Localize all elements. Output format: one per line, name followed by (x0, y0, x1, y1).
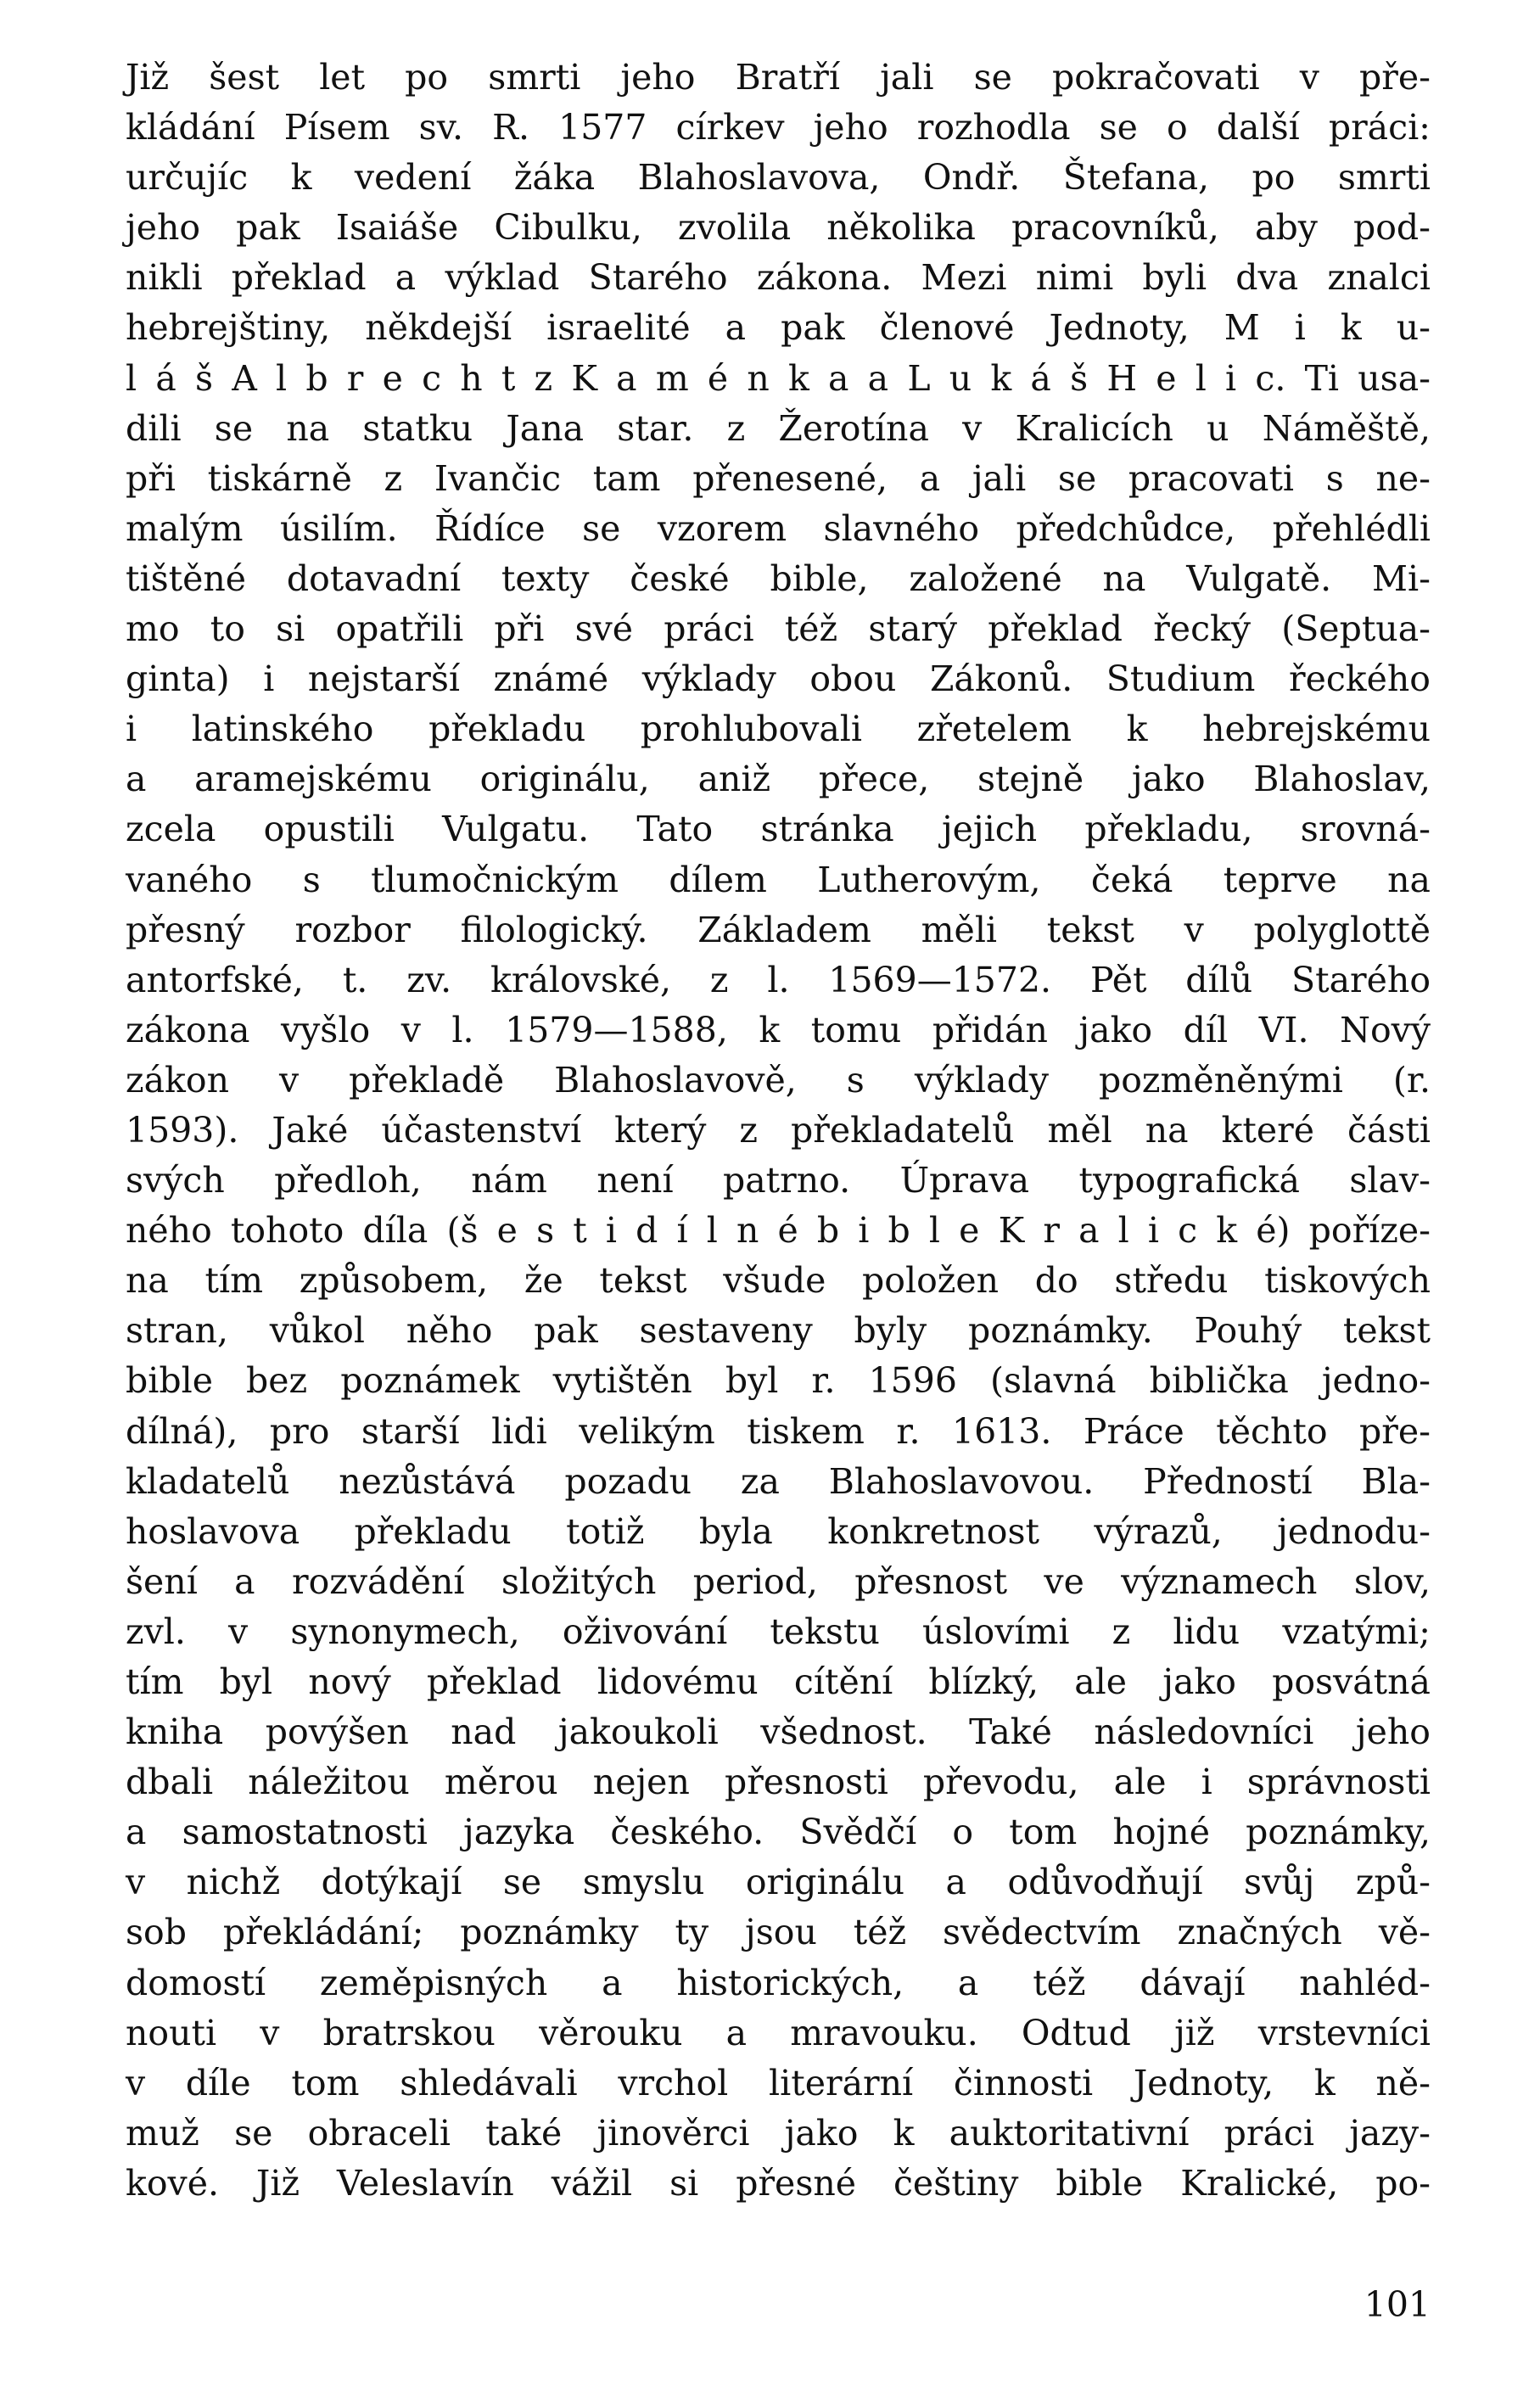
text-line-43: kové. Již Veleslavín vážil si přesné češtiny bible Kralické, po- (126, 2162, 1431, 2204)
page-number: 101 (1364, 2284, 1431, 2325)
text-line-36: a samostatnosti jazyka českého. Svědčí o tom hojné poznámky, (126, 1812, 1431, 1853)
text-line-6: hebrejštiny, někdejší israelité a pak členové Jednoty, M i k u- (126, 307, 1431, 349)
text-line-28: dílná), pro starší lidi velikým tiskem r. 1613. Práce těchto pře- (126, 1410, 1431, 1452)
text-line-3: určujíc k vedení žáka Blahoslavova, Ondř. Štefana, po smrti (126, 157, 1431, 199)
text-line-21: zákon v překladě Blahoslavově, s výklady pozměněnými (r. (126, 1059, 1431, 1101)
text-line-7: l á š A l b r e c h t z K a m é n k a a L u k á š H e l i c. Ti usa- (126, 357, 1431, 399)
text-line-10: malým úsilím. Řídíce se vzorem slavného předchůdce, přehlédli (126, 507, 1431, 549)
text-line-12: mo to si opatřili při své práci též starý překlad řecký (Septua- (126, 608, 1431, 650)
text-line-34: kniha povýšen nad jakoukoli všednost. Také následovníci jeho (126, 1711, 1431, 1753)
text-line-35: dbali náležitou měrou nejen přesnosti převodu, ale i správnosti (126, 1762, 1431, 1803)
text-line-2: kládání Písem sv. R. 1577 církev jeho rozhodla se o další práci: (126, 107, 1431, 148)
text-line-5: nikli překlad a výklad Starého zákona. Mezi nimi byli dva znalci (126, 257, 1431, 299)
text-line-19: antorfské, t. zv. královské, z l. 1569—1572. Pět dílů Starého (126, 959, 1431, 1000)
text-line-15: a aramejskému originálu, aniž přece, stejně jako Blahoslav, (126, 759, 1431, 800)
text-line-11: tištěné dotavadní texty české bible, založené na Vulgatě. Mi- (126, 557, 1431, 599)
text-line-4: jeho pak Isaiáše Cibulku, zvolila několika pracovníků, aby pod- (126, 207, 1431, 249)
text-line-16: zcela opustili Vulgatu. Tato stránka jejich překladu, srovná- (126, 809, 1431, 850)
text-line-42: muž se obraceli také jinověrci jako k auktoritativní práci jazy- (126, 2112, 1431, 2154)
text-line-39: domostí zeměpisných a historických, a též dávají nahléd- (126, 1962, 1431, 2003)
text-line-18: přesný rozbor filologický. Základem měli tekst v polyglottě (126, 909, 1431, 950)
text-line-41: v díle tom shledávali vrchol literární činnosti Jednoty, k ně- (126, 2062, 1431, 2103)
text-line-25: na tím způsobem, že tekst všude položen do středu tiskových (126, 1260, 1431, 1302)
text-line-9: při tiskárně z Ivančic tam přenesené, a jali se pracovati s ne- (126, 457, 1431, 499)
text-line-37: v nichž dotýkají se smyslu originálu a odůvodňují svůj způ- (126, 1862, 1431, 1903)
text-line-38: sob překládání; poznámky ty jsou též svědectvím značných vě- (126, 1912, 1431, 1953)
text-line-30: hoslavova překladu totiž byla konkretnost výrazů, jednodu- (126, 1510, 1431, 1552)
text-line-24: ného tohoto díla (š e s t i d í l n é b i b l e K r a l i c k é) pořízе- (126, 1210, 1431, 1252)
text-line-26: stran, vůkol něho pak sestaveny byly poznámky. Pouhý tekst (126, 1310, 1431, 1352)
body-text (126, 53, 1431, 2209)
text-line-33: tím byl nový překlad lidovému cítění blízký, ale jako posvátná (126, 1661, 1431, 1702)
text-line-27: bible bez poznámek vytištěn byl r. 1596 (slavná biblička jedno- (126, 1360, 1431, 1402)
text-line-29: kladatelů nezůstává pozadu za Blahoslavovou. Předností Bla- (126, 1460, 1431, 1502)
text-line-17: vaného s tlumočnickým dílem Lutherovým, čeká teprve na (126, 859, 1431, 900)
text-line-40: nouti v bratrskou věrouku a mravouku. Odtud již vrstevníci (126, 2012, 1431, 2053)
text-line-23: svých předloh, nám není patrno. Úprava typografická slav- (126, 1160, 1431, 1202)
text-line-31: šení a rozvádění složitých period, přesnost ve významech slov, (126, 1560, 1431, 1602)
text-line-22: 1593). Jaké účastenství který z překladatelů měl na které části (126, 1109, 1431, 1151)
text-line-8: dili se na statku Jana star. z Žerotína v Kralicích u Náměště, (126, 407, 1431, 449)
text-line-14: i latinského překladu prohlubovali zřetelem k hebrejskému (126, 709, 1431, 750)
text-line-1: Již šest let po smrti jeho Bratří jali se pokračovati v pře- (126, 57, 1431, 98)
text-line-13: ginta) i nejstarší známé výklady obou Zákonů. Studium řeckého (126, 658, 1431, 700)
text-line-20: zákona vyšlo v l. 1579—1588, k tomu přidán jako díl VI. Nový (126, 1009, 1431, 1050)
text-line-32: zvl. v synonymech, oživování tekstu úslovími z lidu vzatými; (126, 1610, 1431, 1652)
